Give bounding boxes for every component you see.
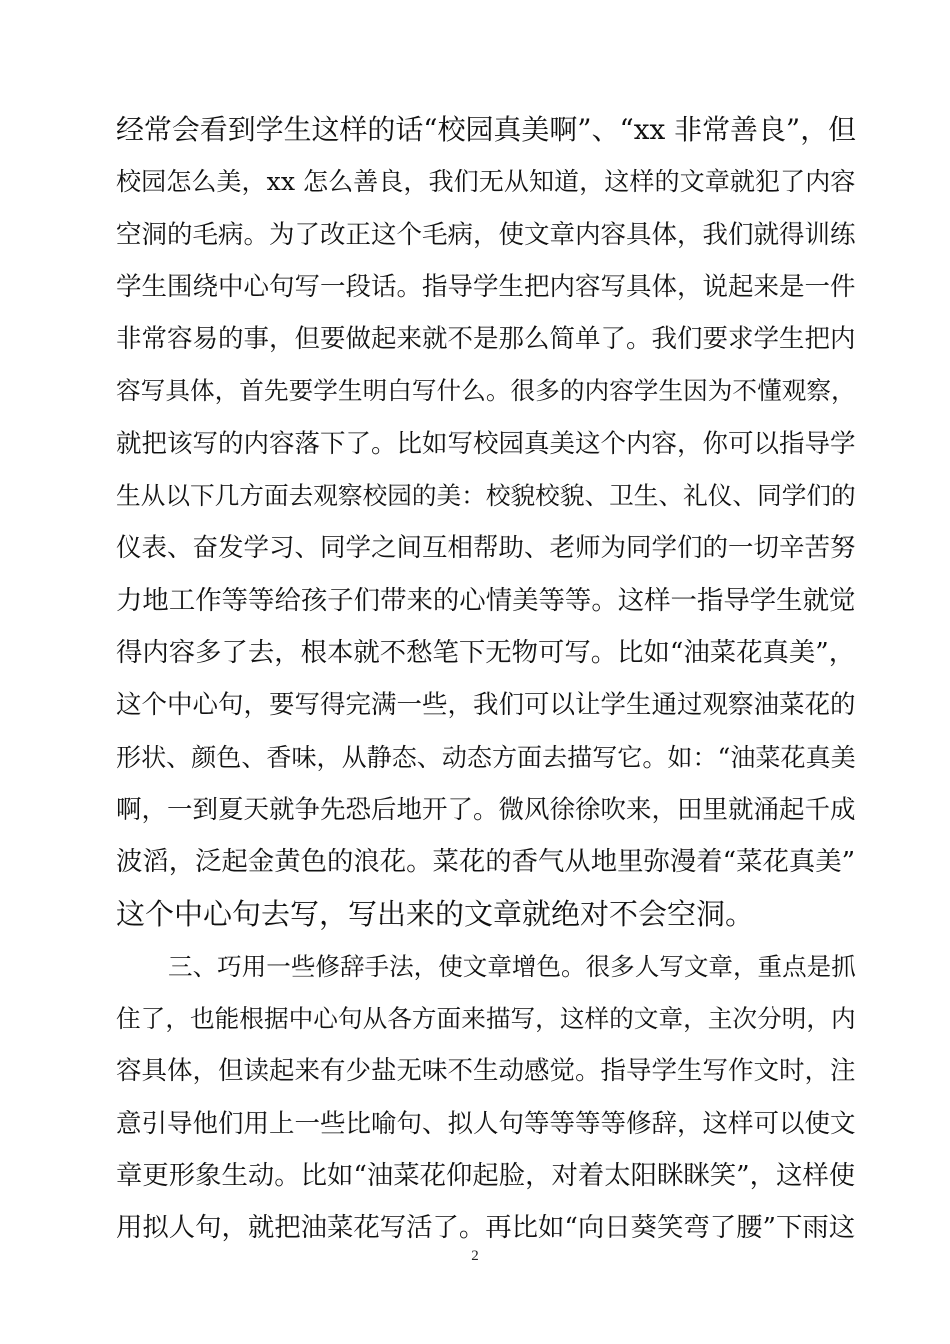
text-line: 经常会看到学生这样的话“校园真美啊”、“xx 非常善良”，但: [116, 113, 857, 146]
document-body: [116, 104, 856, 1255]
text-line: 空洞的毛病。为了改正这个毛病，使文章内容具体，我们就得训练: [116, 219, 856, 250]
text-line: 校园怎么美，xx 怎么善良，我们无从知道，这样的文章就犯了内容: [116, 167, 856, 197]
text-line: 三、巧用一些修辞手法，使文章增色。很多人写文章，重点是抓: [168, 951, 856, 981]
text-line: 生从以下几方面去观察校园的美：校貌校貌、卫生、礼仪、同学们的: [116, 481, 856, 511]
text-line: 住了，也能根据中心句从各方面来描写，这样的文章，主次分明，内: [116, 1004, 856, 1034]
paragraph-2: [116, 941, 856, 1255]
text-line: 非常容易的事，但要做起来就不是那么简单了。我们要求学生把内: [116, 324, 856, 355]
text-line: 意引导他们用上一些比喻句、拟人句等等等等修辞，这样可以使文: [116, 1108, 856, 1139]
text-line: 得内容多了去，根本就不愁笔下无物可写。比如“油菜花真美”，: [116, 637, 856, 668]
paragraph-1: [116, 104, 856, 941]
text-line: 啊，一到夏天就争先恐后地开了。微风徐徐吹来，田里就涌起千成: [116, 794, 856, 825]
text-line: 力地工作等等给孩子们带来的心情美等等。这样一指导学生就觉: [116, 584, 856, 616]
text-line: 这个中心句去写，写出来的文章就绝对不会空洞。: [116, 897, 755, 932]
page-number: 2: [471, 1248, 479, 1264]
text-line: 这个中心句，要写得完满一些，我们可以让学生通过观察油菜花的: [116, 690, 856, 721]
text-line: 形状、颜色、香味，从静态、动态方面去描写它。如：“油菜花真美: [116, 742, 856, 772]
text-line: 就把该写的内容落下了。比如写校园真美这个内容，你可以指导学: [116, 428, 856, 459]
text-line: 容写具体，首先要学生明白写什么。很多的内容学生因为不懂观察，: [116, 376, 856, 406]
text-line: 仪表、奋发学习、同学之间互相帮助、老师为同学们的一切辛苦努: [116, 533, 856, 564]
text-line: 容具体，但读起来有少盐无味不生动感觉。指导学生写作文时，注: [116, 1056, 856, 1087]
text-line: 用拟人句，就把油菜花写活了。再比如“向日葵笑弯了腰”下雨这: [116, 1213, 856, 1244]
text-line: 学生围绕中心句写一段话。指导学生把内容写具体，说起来是一件: [116, 271, 856, 302]
text-line: 波滔，泛起金黄色的浪花。菜花的香气从地里弥漫着“菜花真美”: [116, 847, 856, 878]
text-line: 章更形象生动。比如“油菜花仰起脸，对着太阳眯眯笑”，这样使: [116, 1160, 856, 1191]
